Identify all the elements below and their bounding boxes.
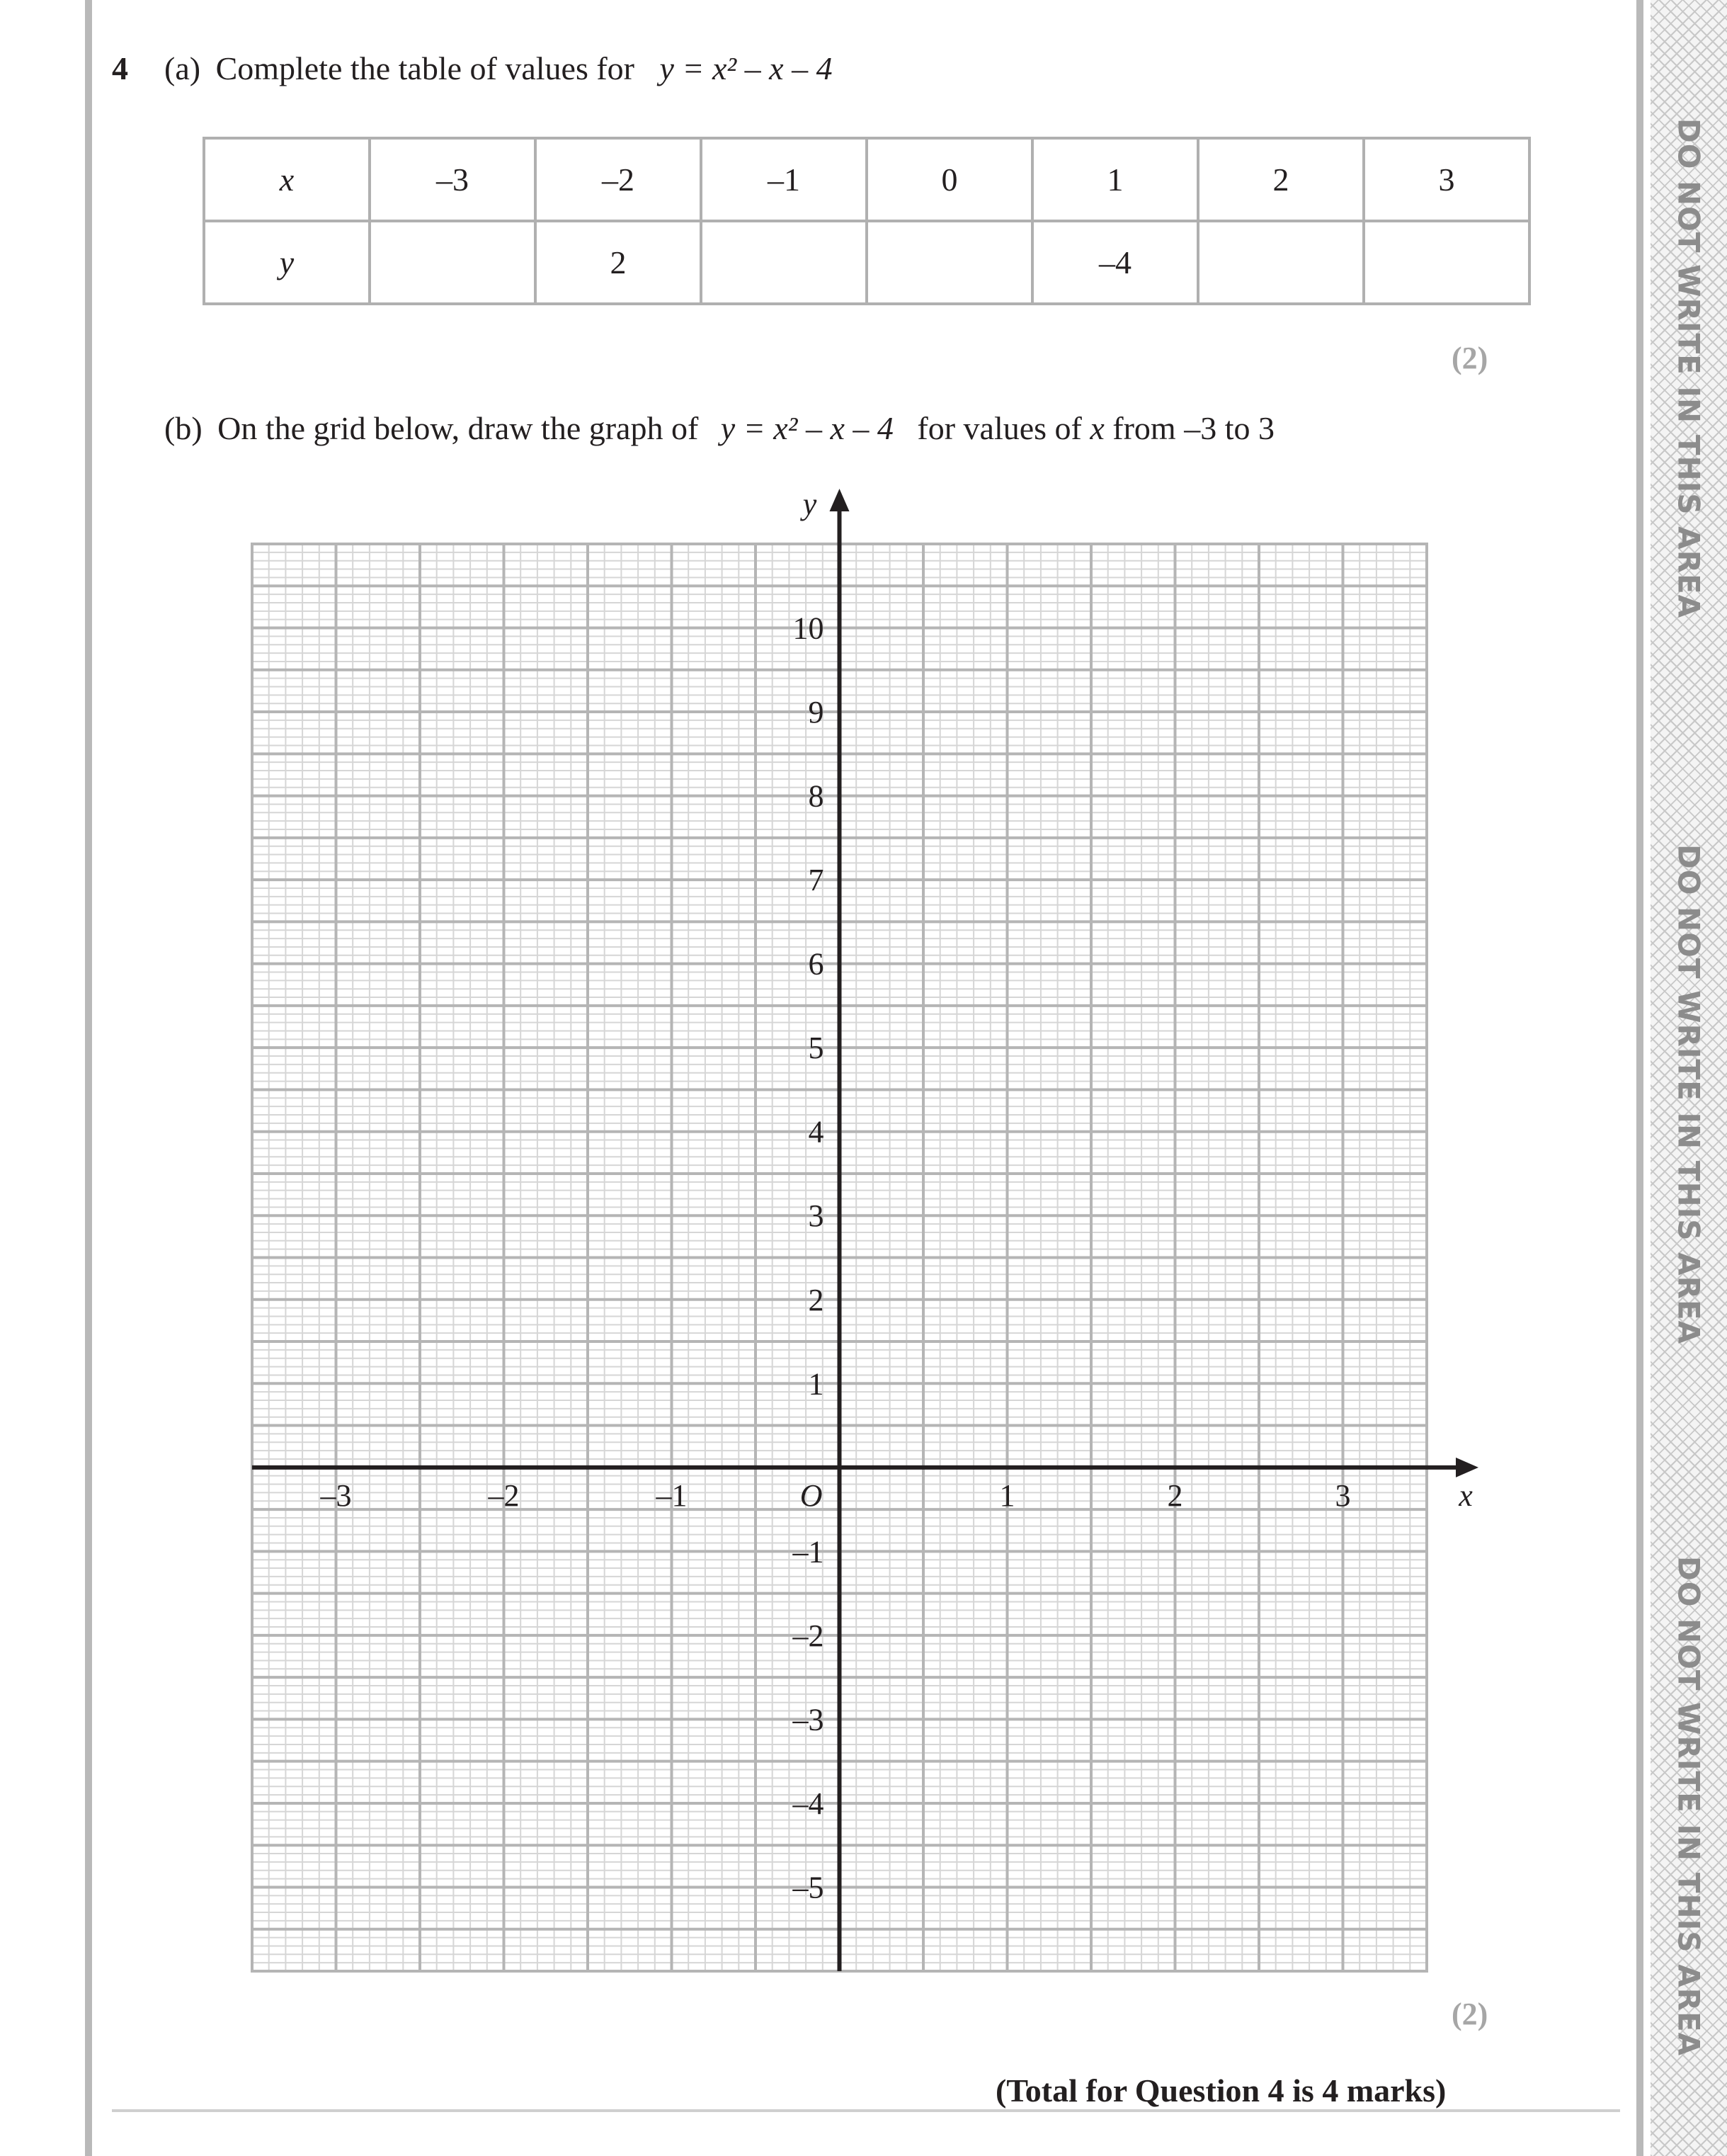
part-b-variable: x bbox=[1090, 410, 1105, 446]
x-tick-label: –2 bbox=[488, 1477, 520, 1513]
table-header-y: y bbox=[204, 221, 370, 304]
y-tick-label: 7 bbox=[808, 863, 824, 898]
x-axis-arrow bbox=[1456, 1458, 1478, 1477]
table-cell-x: 1 bbox=[1032, 138, 1198, 221]
margin-notice-bottom: DO NOT WRITE IN THIS AREA bbox=[1671, 1555, 1706, 2057]
y-tick-label: 3 bbox=[808, 1198, 824, 1234]
y-axis-label: y bbox=[802, 487, 817, 521]
question-total: (Total for Question 4 is 4 marks) bbox=[996, 2072, 1447, 2109]
footer-divider bbox=[112, 2109, 1620, 2112]
part-b-text-2: for values of bbox=[917, 410, 1082, 446]
table-cell-x: 2 bbox=[1198, 138, 1364, 221]
y-tick-label: –5 bbox=[792, 1870, 824, 1905]
question-number: 4 bbox=[112, 50, 128, 86]
y-tick-label: 5 bbox=[808, 1031, 824, 1066]
table-cell-y: –4 bbox=[1032, 221, 1198, 304]
y-tick-label: 10 bbox=[792, 611, 824, 646]
y-tick-label: –2 bbox=[792, 1618, 824, 1653]
table-cell-x: 3 bbox=[1364, 138, 1529, 221]
margin-notice-top: DO NOT WRITE IN THIS AREA bbox=[1671, 118, 1706, 619]
y-tick-label: 4 bbox=[808, 1114, 824, 1150]
part-b-marks: (2) bbox=[1452, 1997, 1488, 2031]
y-tick-label: 1 bbox=[808, 1366, 824, 1402]
x-tick-label: 3 bbox=[1335, 1477, 1351, 1513]
origin-label: O bbox=[799, 1477, 823, 1513]
part-b-equation: y = x² – x – 4 bbox=[720, 410, 894, 446]
x-tick-label: 2 bbox=[1167, 1477, 1183, 1513]
table-cell-y: 2 bbox=[535, 221, 701, 304]
table-cell-x: –1 bbox=[701, 138, 867, 221]
y-tick-label: 9 bbox=[808, 695, 824, 730]
x-tick-label: –1 bbox=[656, 1477, 688, 1513]
tick-labels bbox=[320, 487, 1474, 1905]
table-cell-x: –3 bbox=[370, 138, 535, 221]
x-axis-label: x bbox=[1459, 1477, 1473, 1513]
x-tick-label: 1 bbox=[999, 1477, 1015, 1513]
table-cell-x: 0 bbox=[867, 138, 1032, 221]
y-axis-arrow bbox=[830, 489, 850, 511]
part-a-text: Complete the table of values for bbox=[215, 50, 634, 86]
part-b-text-3: from –3 to 3 bbox=[1112, 410, 1275, 446]
part-b-label: (b) bbox=[164, 410, 203, 446]
part-a-marks: (2) bbox=[1452, 341, 1488, 375]
y-tick-label: 2 bbox=[808, 1282, 824, 1317]
y-tick-label: –1 bbox=[792, 1534, 824, 1570]
part-a-label: (a) bbox=[164, 50, 201, 86]
table-header-x: x bbox=[204, 138, 370, 221]
y-tick-label: 8 bbox=[808, 778, 824, 814]
part-a-equation: y = x² – x – 4 bbox=[659, 50, 833, 86]
part-b-text: On the grid below, draw the graph of bbox=[217, 410, 699, 446]
x-tick-label: –3 bbox=[320, 1477, 352, 1513]
y-tick-label: 6 bbox=[808, 946, 824, 982]
table-cell-x: –2 bbox=[535, 138, 701, 221]
y-tick-label: –3 bbox=[792, 1702, 824, 1737]
margin-notice-middle: DO NOT WRITE IN THIS AREA bbox=[1671, 844, 1706, 1345]
y-tick-label: –4 bbox=[792, 1786, 824, 1821]
